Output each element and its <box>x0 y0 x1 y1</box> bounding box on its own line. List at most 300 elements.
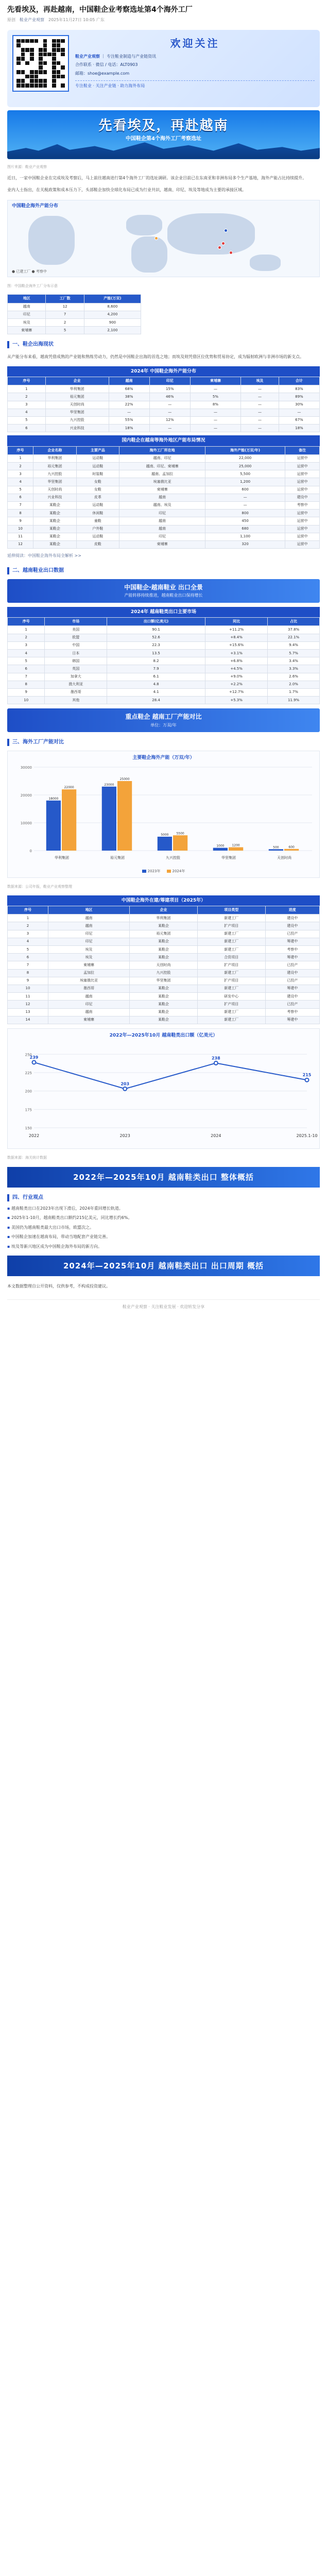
table-4-row <box>8 961 320 969</box>
table-1-cell: — <box>190 409 240 416</box>
table-3-header-cell: 市场 <box>45 618 107 626</box>
table-4-cell: 筹建中 <box>265 1016 319 1024</box>
table-3-cell: 9 <box>8 688 45 696</box>
table-4-cell: 华利集团 <box>130 914 198 922</box>
table-4-row <box>8 993 320 1001</box>
table-1-cell: — <box>241 425 279 432</box>
table-3-cell: 日本 <box>45 650 107 657</box>
account-desc: 专注鞋业制造与产业链资讯 <box>107 54 157 59</box>
table-1-cell: 6 <box>8 425 46 432</box>
table-1-cell: 裕元集团 <box>45 393 109 401</box>
table-4-cell: 某鞋企 <box>130 1001 198 1008</box>
table-4-cell: 埃及 <box>48 954 130 961</box>
key-point: ▪ 埃及等新兴地区成为中国鞋企海外布局的新方向。 <box>0 1242 327 1251</box>
table-2-cell: 7 <box>8 501 33 509</box>
table-1-cell: 67% <box>279 416 319 424</box>
banner-4: 2024年—2025年10月 越南鞋类出口 出口周期 概括 <box>7 1256 320 1276</box>
table-2-cell: 2 <box>8 463 33 470</box>
table-2-row <box>8 501 320 509</box>
legend-item: 2023年 <box>142 869 161 874</box>
table-1-cell: 15% <box>149 385 190 393</box>
table-4-cell: 印尼 <box>48 930 130 938</box>
table-2-cell: 休闲鞋 <box>76 510 119 517</box>
table-2-cell: 运动鞋 <box>76 501 119 509</box>
continent-oceania <box>250 255 281 271</box>
table-2-cell: 9 <box>8 517 33 525</box>
table-4-cell: 4 <box>8 938 48 945</box>
article-title: 先看埃及，再赴越南，中国鞋企业考察选址第4个海外工厂 <box>7 6 193 14</box>
table-4-cell: 筹建中 <box>265 938 319 945</box>
table-2-cell: 运动鞋 <box>76 463 119 470</box>
map-table-cell: 12 <box>46 303 84 311</box>
table-1-cell: 兴业科技 <box>45 425 109 432</box>
table-3-cell: 4.1 <box>107 688 205 696</box>
hero-banner <box>7 110 320 159</box>
table-2-cell: 3 <box>8 470 33 478</box>
series-line <box>34 1062 307 1089</box>
bar <box>173 835 187 851</box>
table-2-cell: 华利集团 <box>33 454 77 462</box>
map-table-row <box>8 303 141 311</box>
table-4-cell: 13 <box>8 1008 48 1016</box>
x-tick-label: 2023 <box>119 1133 130 1139</box>
table-3-cell: 5 <box>8 657 45 665</box>
table-1-cell: — <box>279 409 319 416</box>
table-3-cell: +5.3% <box>205 697 268 704</box>
table-2-cell: 越南、印尼 <box>119 454 205 462</box>
table-3-cell: 28.4 <box>107 697 205 704</box>
table-4-cell: 新建工厂 <box>197 938 265 945</box>
table-2-header-cell: 备注 <box>285 446 320 454</box>
table-3-row <box>8 641 320 649</box>
table-2-row <box>8 486 320 494</box>
band-2-sub: 单位：万双/年 <box>150 722 177 727</box>
data-label: 215 <box>302 1073 312 1078</box>
band-2-title: 重点鞋企 越南工厂产能对比 <box>125 713 202 721</box>
map-table-header-cell: 工厂数 <box>46 295 84 303</box>
table-2-cell: 兴业科技 <box>33 494 77 501</box>
table-2-cell: 12 <box>8 540 33 548</box>
table-2-header-cell: 序号 <box>8 446 33 454</box>
data-label: 1000 <box>216 844 225 848</box>
data-label: 600 <box>288 845 295 849</box>
table-2-cell: 运动鞋 <box>76 454 119 462</box>
section-1-head <box>7 341 320 349</box>
table-2-cell: 10 <box>8 525 33 533</box>
table-1-cell: 1 <box>8 385 46 393</box>
table-4-cell: 考察中 <box>265 946 319 954</box>
map-table-cell: 4,200 <box>84 311 141 318</box>
table-2-cell: 运营中 <box>285 463 320 470</box>
table-3-cell: 22.3 <box>107 641 205 649</box>
table-4-cell: 某鞋企 <box>130 985 198 992</box>
table-2-cell: 22,000 <box>205 454 285 462</box>
world-map <box>7 200 320 277</box>
table-4-row <box>8 946 320 954</box>
table-3-row <box>8 665 320 673</box>
table-2-row <box>8 494 320 501</box>
table-4-cell: 6 <box>8 954 48 961</box>
line-chart <box>7 1028 320 1149</box>
bar <box>229 847 243 850</box>
map-table-cell: 越南 <box>8 303 46 311</box>
data-label: 22000 <box>64 785 74 789</box>
table-4-cell: 华坚集团 <box>130 977 198 985</box>
table-4-cell: 筹建中 <box>265 954 319 961</box>
map-table-row <box>8 311 141 318</box>
table-4-cell: 新建工厂 <box>197 969 265 977</box>
table-2-cell: 越南 <box>119 494 205 501</box>
data-label: 5000 <box>161 833 169 837</box>
table-1-row <box>8 385 320 393</box>
map-legend: ● 已建工厂 ● 考察中 <box>12 269 47 274</box>
welcome-card <box>7 30 320 107</box>
table-3-cell: 2 <box>8 634 45 641</box>
table-3-cell: 8 <box>8 681 45 688</box>
table-1-cell: 华利集团 <box>45 385 109 393</box>
table-2-cell: 埃塞俄比亚 <box>119 478 205 486</box>
table-4-cell: 7 <box>8 961 48 969</box>
table-4-cell: 越南 <box>48 993 130 1001</box>
band-2 <box>7 708 320 732</box>
bar <box>158 837 172 851</box>
table-3-cell: +2.2% <box>205 681 268 688</box>
table-1-cell: — <box>149 425 190 432</box>
table-3-cell: +9.0% <box>205 673 268 681</box>
further-reading-link[interactable]: 延伸阅读：中国鞋企海外布局全解析 >> <box>7 553 81 558</box>
table-4-row <box>8 954 320 961</box>
key-point: ▪ 美国仍为越南鞋类最大出口市场，欧盟次之。 <box>0 1223 327 1232</box>
data-point <box>32 1061 36 1064</box>
table-2-cell: 印尼 <box>119 510 205 517</box>
table-2-row <box>8 478 320 486</box>
table-2-cell: 运营中 <box>285 454 320 462</box>
table-2-cell: 女鞋 <box>76 486 119 494</box>
y-tick-label: 250 <box>25 1053 32 1057</box>
continent-americas <box>28 216 75 265</box>
bar-chart-legend <box>11 869 316 874</box>
table-2-cell: 越南、印尼、柬埔寨 <box>119 463 205 470</box>
city-skyline <box>7 141 320 159</box>
table-2-cell: 运营中 <box>285 510 320 517</box>
table-4-cell: 某鞋企 <box>130 1008 198 1016</box>
table-4-cell: 1 <box>8 914 48 922</box>
table-3-cell: 加拿大 <box>45 673 107 681</box>
table-4-cell: 新建工厂 <box>197 1008 265 1016</box>
table-4-row <box>8 1008 320 1016</box>
table-1 <box>7 366 320 433</box>
table-4-cell: 某鞋企 <box>130 1016 198 1024</box>
table-4-cell: 印尼 <box>48 938 130 945</box>
paragraph-1: 近日，一家中国鞋企业在完成埃及考察后，马上前往越南进行第4个海外工厂的选址调研。该企业目前已在东南亚和非洲布局多个生产基地，海外产能占比持续提升。 <box>7 175 307 180</box>
table-1-header-cell: 序号 <box>8 377 46 385</box>
article-meta <box>0 17 327 27</box>
table-3-header-cell: 出口额(亿美元) <box>107 618 205 626</box>
table-4-cell: 柬埔寨 <box>48 1016 130 1024</box>
bar-caption: 数据来源：公司年报，鞋业产业观察整理 <box>7 885 72 889</box>
table-3-cell: +11.2% <box>205 626 268 634</box>
table-4-cell: 越南 <box>48 914 130 922</box>
table-4-cell: 新建工厂 <box>197 914 265 922</box>
map-table-cell: 900 <box>84 319 141 327</box>
section-bar <box>7 1194 9 1201</box>
y-tick-label: 150 <box>25 1126 32 1131</box>
bar-chart <box>7 751 320 878</box>
data-label: 23000 <box>104 783 114 787</box>
table-2-cell: 皮革 <box>76 494 119 501</box>
table-2-cell: 越南 <box>119 517 205 525</box>
continent-europe <box>126 215 162 235</box>
table-3-cell: 9.4% <box>268 641 320 649</box>
table-4-cell: 越南 <box>48 1008 130 1016</box>
table-3-cell: 13.5 <box>107 650 205 657</box>
y-tick-label: 225 <box>25 1071 32 1076</box>
table-4-cell: 已投产 <box>265 930 319 938</box>
key-point: ▪ 中国鞋企加速在越南布局，带动当地配套产业链完善。 <box>0 1232 327 1242</box>
table-2-cell: 运营中 <box>285 540 320 548</box>
table-3-row <box>8 688 320 696</box>
table-3-cell: 1.7% <box>268 688 320 696</box>
table-1-header-cell: 企业 <box>45 377 109 385</box>
data-label: 239 <box>29 1055 39 1060</box>
band-1-title: 中国鞋企·越南鞋业 出口全景 <box>124 583 203 591</box>
x-tick-label: 华坚集团 <box>221 855 236 860</box>
x-tick-label: 九兴控股 <box>166 855 180 860</box>
band-1 <box>7 579 320 603</box>
table-3-row <box>8 650 320 657</box>
table-1-cell: 18% <box>279 425 319 432</box>
x-tick-label: 华利集团 <box>55 855 69 860</box>
table-4-cell: 11 <box>8 993 48 1001</box>
table-1-cell: 3 <box>8 401 46 409</box>
map-table-cell: 2,100 <box>84 327 141 334</box>
map-table-cell: 柬埔寨 <box>8 327 46 334</box>
table-4-cell: 筹建中 <box>265 985 319 992</box>
bar <box>62 789 76 851</box>
table-2-cell: 越南、孟加拉 <box>119 470 205 478</box>
table-1-cell: 46% <box>149 393 190 401</box>
table-3-row <box>8 681 320 688</box>
table-4-row <box>8 977 320 985</box>
table-3 <box>7 607 320 704</box>
table-1-cell: — <box>190 385 240 393</box>
table-1-cell: — <box>241 409 279 416</box>
legend-swatch <box>167 870 171 873</box>
table-2-cell: 建设中 <box>285 494 320 501</box>
table-2-cell: 600 <box>205 486 285 494</box>
banner-3: 2022年—2025年10月 越南鞋类出口 整体概括 <box>7 1167 320 1188</box>
map-table-cell: 埃及 <box>8 319 46 327</box>
table-1-cell: 89% <box>279 393 319 401</box>
table-2-row <box>8 510 320 517</box>
table-4-row <box>8 938 320 945</box>
y-tick-label: 175 <box>25 1108 32 1112</box>
table-3-row <box>8 657 320 665</box>
table-1-title: 2024年 中国鞋企海外产能分布 <box>7 366 320 377</box>
closing-note: 本文数据整理自公开资料，仅供参考，不构成投资建议。 <box>7 1284 110 1289</box>
hero-caption: 图片来源：鞋业产业观察 <box>7 164 47 169</box>
table-2-cell: 越南、埃及 <box>119 501 205 509</box>
table-4-header-cell: 进度 <box>265 906 319 914</box>
data-point <box>123 1087 127 1091</box>
table-3-cell: 1 <box>8 626 45 634</box>
table-4-cell: 新建工厂 <box>197 946 265 954</box>
table-2-cell: 女鞋 <box>76 478 119 486</box>
table-2-cell: — <box>205 494 285 501</box>
table-2-cell: 某鞋企 <box>33 540 77 548</box>
y-tick-label: 20000 <box>20 793 32 798</box>
table-4-cell: 9 <box>8 977 48 985</box>
table-3-cell: 37.8% <box>268 626 320 634</box>
x-tick-label: 2024 <box>211 1133 221 1139</box>
table-3-header-cell: 占比 <box>268 618 320 626</box>
table-4-cell: 墨西哥 <box>48 985 130 992</box>
table-3-cell: 澳大利亚 <box>45 681 107 688</box>
data-point <box>305 1078 309 1082</box>
table-4-cell: 某鞋企 <box>130 938 198 945</box>
table-1-header-cell: 埃及 <box>241 377 279 385</box>
table-4-cell: 考察中 <box>265 1008 319 1016</box>
map-caption: 图：中国鞋企海外工厂分布示意 <box>7 284 58 289</box>
table-3-cell: 2.0% <box>268 681 320 688</box>
table-4-cell: 扩产项目 <box>197 977 265 985</box>
y-tick-label: 0 <box>29 849 32 853</box>
table-2-title: 国内鞋企在越南等海外地区产能布局情况 <box>7 435 320 446</box>
table-4-cell: 柬埔寨 <box>48 961 130 969</box>
table-4-cell: 扩产项目 <box>197 1001 265 1008</box>
table-2-cell: 1,200 <box>205 478 285 486</box>
table-2-cell: 九兴控股 <box>33 470 77 478</box>
table-4-cell: 已投产 <box>265 1001 319 1008</box>
section-2-head <box>7 567 320 575</box>
section-bar <box>7 341 9 348</box>
bar-chart-svg <box>11 762 317 865</box>
y-tick-label: 30000 <box>20 765 32 770</box>
table-2-row <box>8 454 320 462</box>
table-2-cell: 运营中 <box>285 525 320 533</box>
table-2-cell: 皮鞋 <box>76 540 119 548</box>
table-1-cell: — <box>241 401 279 409</box>
bar-chart-title: 主要鞋企海外产能（万双/年） <box>132 755 195 761</box>
section-4-title: 四、行业观点 <box>12 1195 43 1201</box>
table-2-cell: 1 <box>8 454 33 462</box>
table-3-cell: 墨西哥 <box>45 688 107 696</box>
table-2-cell: 某鞋企 <box>33 510 77 517</box>
table-4-cell: 九兴控股 <box>130 969 198 977</box>
continent-asia <box>167 213 255 255</box>
map-table-cell: 7 <box>46 311 84 318</box>
table-4-cell: 合资项目 <box>197 954 265 961</box>
table-4-cell: 已投产 <box>265 961 319 969</box>
paragraph-2: 业内人士指出，在关税政策和成本压力下，头部鞋企加快全球化布局已成为行业共识，越南、印尼、埃及等地成为主要的承接区域。 <box>7 188 246 193</box>
table-3-row <box>8 634 320 641</box>
table-2-cell: 320 <box>205 540 285 548</box>
bar <box>284 849 299 850</box>
line-chart-title: 2022年—2025年10月 越南鞋类出口额（亿美元） <box>109 1032 218 1038</box>
qr-code-icon[interactable] <box>12 35 69 92</box>
table-2-row <box>8 517 320 525</box>
bar <box>102 787 116 851</box>
table-2-row <box>8 525 320 533</box>
data-label: 5500 <box>176 832 184 836</box>
table-4-header-cell: 序号 <box>8 906 48 914</box>
table-3-cell: +6.8% <box>205 657 268 665</box>
table-1-cell: — <box>190 416 240 424</box>
table-1-cell: — <box>190 425 240 432</box>
map-table-row <box>8 319 141 327</box>
table-4-cell: 建设中 <box>265 914 319 922</box>
table-4-cell: 已投产 <box>265 977 319 985</box>
welcome-line-1: 鞋业产业观察 ｜ 专注鞋业制造与产业链资讯 <box>75 54 157 59</box>
x-tick-label: 裕元集团 <box>110 855 125 860</box>
table-1-cell: — <box>109 409 149 416</box>
bar <box>46 801 61 851</box>
table-2-cell: 800 <box>205 510 285 517</box>
table-3-cell: +4.5% <box>205 665 268 673</box>
table-2-cell: 印尼 <box>119 533 205 540</box>
table-2-header-cell: 主要产品 <box>76 446 119 454</box>
table-4-row <box>8 922 320 930</box>
data-label: 18000 <box>48 796 59 801</box>
table-4-cell: 扩产项目 <box>197 922 265 930</box>
table-1-cell: 18% <box>109 425 149 432</box>
table-1-cell: 4 <box>8 409 46 416</box>
table-2-cell: 越南 <box>119 525 205 533</box>
data-label: 1200 <box>232 843 240 848</box>
table-2-cell: 裕元集团 <box>33 463 77 470</box>
table-2-cell: 户外鞋 <box>76 525 119 533</box>
table-3-cell: 中国 <box>45 641 107 649</box>
table-1-cell: 68% <box>109 385 149 393</box>
table-3-cell: +8.4% <box>205 634 268 641</box>
section-3-head <box>7 738 320 747</box>
table-4-cell: 建设中 <box>265 922 319 930</box>
table-4-cell: 新建工厂 <box>197 930 265 938</box>
x-tick-label: 2022 <box>28 1133 40 1139</box>
data-label: 25000 <box>119 777 130 781</box>
author-link[interactable]: 鞋业产业观察 <box>20 17 44 22</box>
table-2-header-cell: 海外工厂所在地 <box>119 446 205 454</box>
x-tick-label: 2025.1-10 <box>296 1133 317 1139</box>
table-2-cell: 运营中 <box>285 486 320 494</box>
table-3-cell: 2.6% <box>268 673 320 681</box>
map-pin-indonesia <box>229 251 233 255</box>
table-2-cell: 柬埔寨 <box>119 486 205 494</box>
table-1-row <box>8 393 320 401</box>
table-4 <box>7 895 320 1024</box>
key-point: ▪ 越南鞋类出口在2023年出现下滑后，2024年重回增长轨道。 <box>0 1204 327 1213</box>
table-2-cell: 某鞋企 <box>33 533 77 540</box>
welcome-line-3: 邮箱：shoe@example.com <box>75 71 130 76</box>
table-4-cell: 埃塞俄比亚 <box>48 977 130 985</box>
table-2-cell: 运营中 <box>285 470 320 478</box>
table-3-cell: 90.1 <box>107 626 205 634</box>
table-4-header-cell: 企业 <box>130 906 198 914</box>
table-3-cell: 美国 <box>45 626 107 634</box>
map-title: 中国鞋企海外产能分布 <box>12 204 59 209</box>
section-2-title: 二、越南鞋业出口数据 <box>12 567 64 573</box>
table-1-row <box>8 409 320 416</box>
band-1-sub: 产能转移持续推进，越南鞋业出口保持增长 <box>124 593 203 598</box>
table-4-row <box>8 914 320 922</box>
table-1-cell: — <box>149 401 190 409</box>
table-3-cell: 11.9% <box>268 697 320 704</box>
table-2-cell: 1,100 <box>205 533 285 540</box>
line-chart-svg <box>11 1039 317 1142</box>
table-2-row <box>8 463 320 470</box>
table-1-cell: 九兴控股 <box>45 416 109 424</box>
table-1-cell: 天创时尚 <box>45 401 109 409</box>
